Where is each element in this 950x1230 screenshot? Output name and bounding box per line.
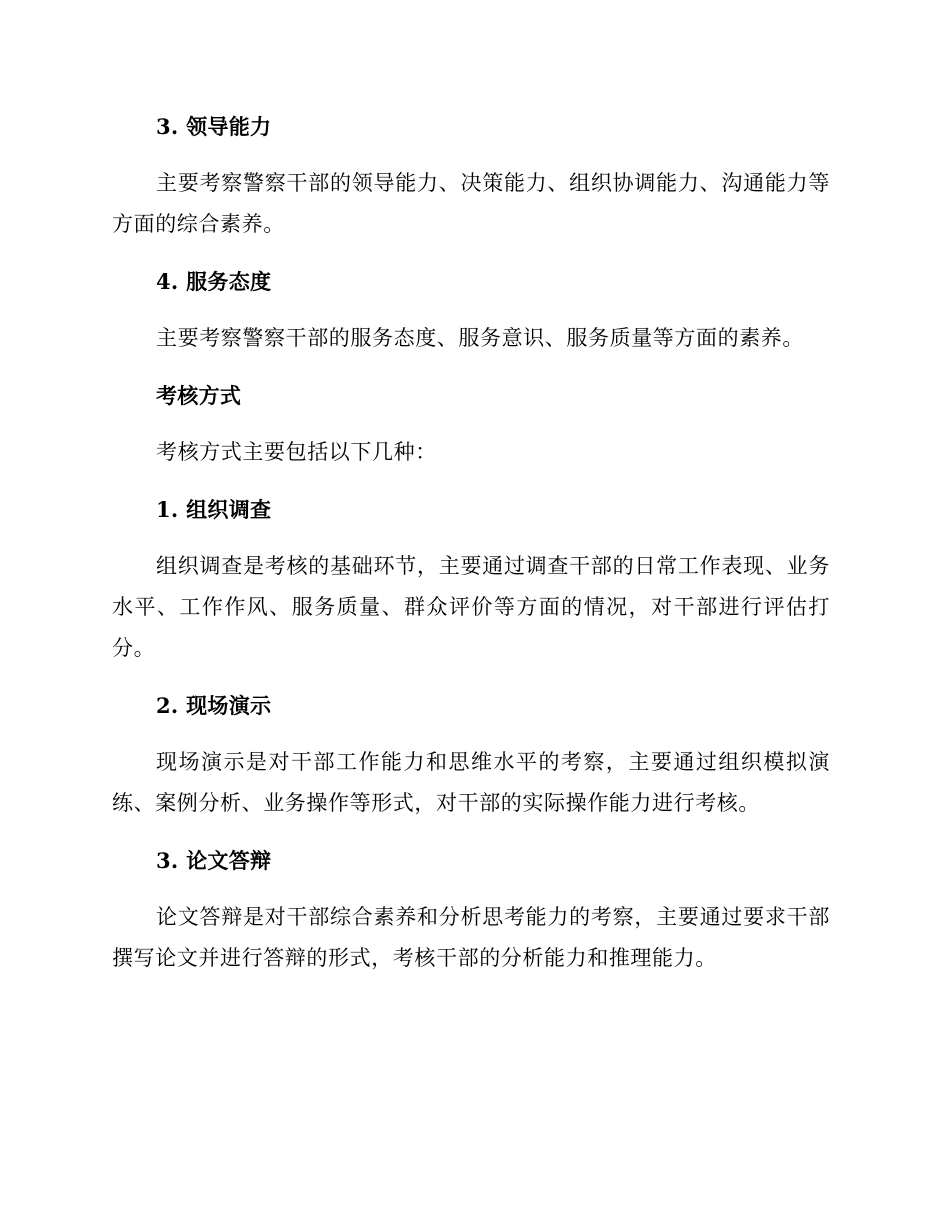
section-heading-service-attitude: 4. 服务态度 bbox=[156, 269, 272, 294]
paragraph-leadership: 主要考察警察干部的领导能力、决策能力、组织协调能力、沟通能力等方面的综合素养。 bbox=[112, 171, 830, 236]
paragraph-assessment-methods-intro: 考核方式主要包括以下几种： bbox=[156, 440, 437, 464]
paragraph-thesis-defense: 论文答辩是对干部综合素养和分析思考能力的考察，主要通过要求干部撰写论文并进行答辩的形式，考核干部的分析能力和推理能力。 bbox=[112, 905, 830, 970]
section-heading-thesis-defense: 3. 论文答辩 bbox=[156, 848, 272, 873]
section-heading-leadership: 3. 领导能力 bbox=[156, 114, 272, 139]
paragraph-service-attitude: 主要考察警察干部的服务态度、服务意识、服务质量等方面的素养。 bbox=[156, 326, 804, 350]
section-heading-assessment-methods: 考核方式 bbox=[156, 383, 242, 408]
document-body bbox=[112, 108, 830, 979]
paragraph-live-demonstration: 现场演示是对干部工作能力和思维水平的考察，主要通过组织模拟演练、案例分析、业务操作等形式，对干部的实际操作能力进行考核。 bbox=[112, 750, 830, 815]
section-heading-organizational-survey: 1. 组织调查 bbox=[156, 497, 272, 522]
section-heading-live-demonstration: 2. 现场演示 bbox=[156, 693, 272, 718]
paragraph-organizational-survey: 组织调查是考核的基础环节，主要通过调查干部的日常工作表现、业务水平、工作作风、服务质量、群众评价等方面的情况，对干部进行评估打分。 bbox=[112, 554, 830, 660]
